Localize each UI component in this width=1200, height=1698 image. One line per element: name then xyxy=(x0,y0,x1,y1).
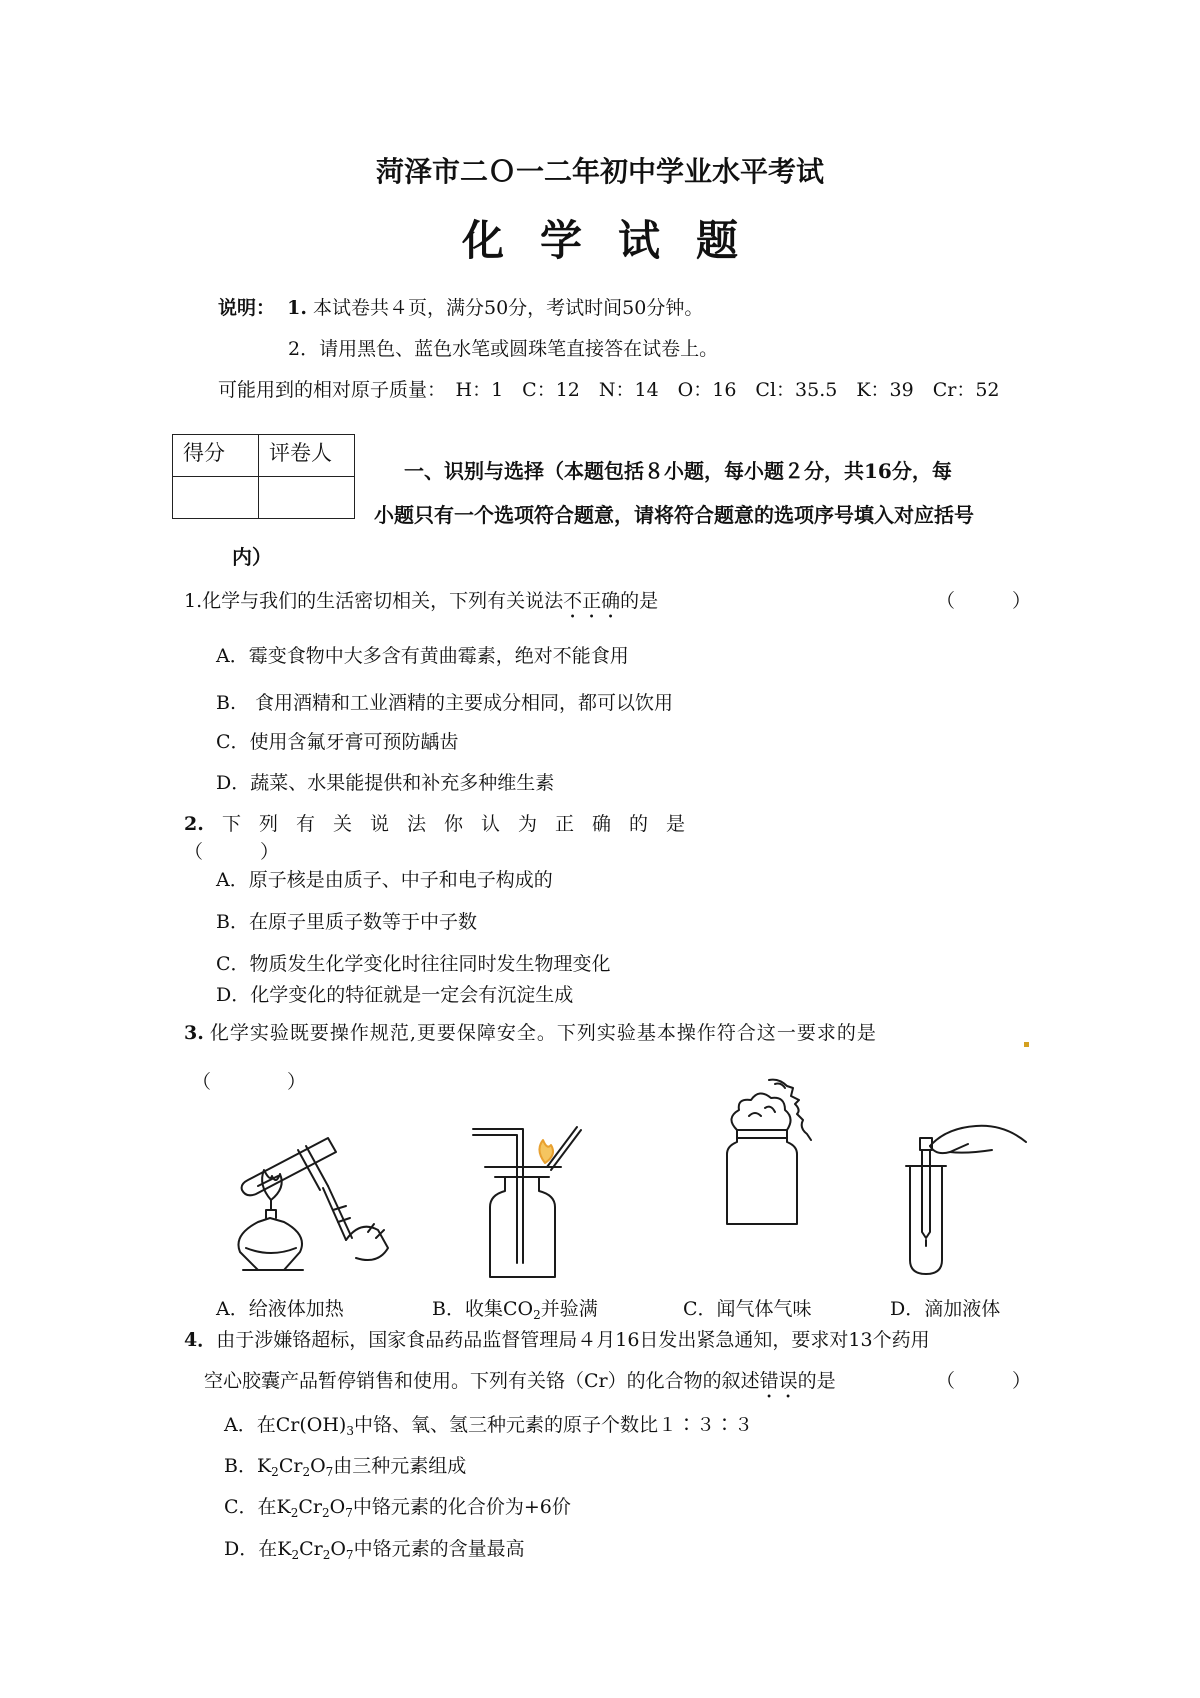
q4-b-s2: 2 xyxy=(302,1465,311,1479)
q4-d-s3: 7 xyxy=(345,1548,354,1562)
atomic-masses: 可能用到的相对原子质量： H：1 C：12 N：14 O：16 Cl：35.5 K：39 Cr：52 xyxy=(218,379,1000,401)
notes-item1-text: 本试卷共４页，满分50分，考试时间50分钟。 xyxy=(313,297,704,319)
q4-c-mid2: O xyxy=(329,1496,346,1518)
score-table xyxy=(172,434,355,519)
score-cell[interactable] xyxy=(173,477,259,519)
match-flame-icon xyxy=(539,1140,553,1163)
test-tube-holder-icon xyxy=(298,1146,388,1260)
exam-subtitle: 化学试题 xyxy=(461,216,774,265)
figure-collect-co2 xyxy=(465,1125,585,1285)
q4-b-post: 由三种元素组成 xyxy=(333,1455,467,1477)
q4-number: 4． xyxy=(184,1329,217,1351)
q3-stem: 化学实验既要操作规范,更要保障安全。下列实验基本操作符合这一要求的是 xyxy=(209,1022,877,1044)
q4-stem-2-after: 的是 xyxy=(797,1370,836,1392)
q4-b-s1: 2 xyxy=(271,1465,279,1479)
q4-a-sub: 3 xyxy=(346,1424,354,1438)
q4-d-s2: 2 xyxy=(322,1548,331,1562)
q3-option-a: A．给液体加热 xyxy=(216,1298,344,1320)
q3-number: 3. xyxy=(184,1022,204,1044)
score-header: 得分 xyxy=(173,435,259,477)
q2-stem-line xyxy=(184,812,703,836)
exam-title: 菏泽市二Ｏ一二年初中学业水平考试 xyxy=(375,155,824,188)
q4-b-mid2: O xyxy=(310,1455,326,1477)
q3-stem-line xyxy=(184,1021,877,1045)
section1-line-3: 内） xyxy=(232,545,272,569)
test-tube-icon xyxy=(242,1138,336,1195)
q1-stem-after: 的是 xyxy=(620,590,659,612)
q4-d-mid: Cr xyxy=(299,1538,323,1560)
q4-a-post: 中铬、氧、氢三种元素的原子个数比１∶３∶３ xyxy=(353,1414,753,1436)
q3-option-b-pre: B．收集CO xyxy=(432,1298,534,1320)
q4-a-pre: A．在Cr(OH) xyxy=(224,1414,347,1436)
alcohol-lamp-icon xyxy=(238,1200,303,1270)
q2-stem: 下列有关说法你认为正确的是 xyxy=(221,813,703,835)
section1-line-1: 一、识别与选择（本题包括８小题，每小题２分，共16分，每 xyxy=(404,459,952,483)
q4-answer-bracket[interactable]: （ ） xyxy=(936,1370,1032,1392)
q1-stem-emphasis: 不正确 xyxy=(563,590,621,612)
figure-smell-gas xyxy=(715,1078,835,1228)
q4-c-post: 中铬元素的化合价为+6价 xyxy=(352,1496,571,1518)
notes-item1-num: 1. xyxy=(287,297,307,319)
q4-d-post: 中铬元素的含量最高 xyxy=(353,1538,525,1560)
delivery-tube-icon xyxy=(473,1129,523,1263)
q2-number: 2. xyxy=(184,813,204,835)
grader-cell[interactable] xyxy=(259,477,355,519)
q1-option-d: D．蔬菜、水果能提供和补充多种维生素 xyxy=(216,772,555,794)
notes-label: 说明： xyxy=(218,297,276,319)
q2-option-a: A．原子核是由质子、中子和电子构成的 xyxy=(216,869,553,891)
vapor-icon xyxy=(731,1093,790,1130)
q2-option-d: D．化学变化的特征就是一定会有沉淀生成 xyxy=(216,984,574,1006)
q1-option-c: C．使用含氟牙膏可预防龋齿 xyxy=(216,731,459,753)
q4-c-s2: 2 xyxy=(322,1506,330,1520)
q3-option-d: D．滴加液体 xyxy=(890,1298,1001,1320)
q4-d-mid2: O xyxy=(330,1538,346,1560)
reagent-bottle-icon xyxy=(727,1130,797,1224)
section1-line-2: 小题只有一个选项符合题意，请将符合题意的选项序号填入对应括号 xyxy=(374,503,974,527)
q2-answer-bracket[interactable]: （ ） xyxy=(184,841,280,863)
q4-option-c xyxy=(224,1495,571,1519)
test-tube-icon xyxy=(906,1166,946,1274)
q4-c-mid: Cr xyxy=(298,1496,322,1518)
q3-answer-bracket[interactable]: （ ） xyxy=(192,1071,307,1093)
grader-header: 评卷人 xyxy=(259,435,355,477)
q4-b-mid: Cr xyxy=(278,1455,303,1477)
q4-stem-line-2 xyxy=(204,1369,836,1403)
notes-line-2: 2．请用黑色、蓝色水笔或圆珠笔直接答在试卷上。 xyxy=(288,338,719,360)
q4-b-s3: 7 xyxy=(325,1465,334,1479)
q1-stem-before: 1.化学与我们的生活密切相关，下列有关说法 xyxy=(184,590,564,612)
dropper-icon xyxy=(920,1138,932,1238)
q4-option-d xyxy=(224,1537,525,1561)
q4-c-s3: 7 xyxy=(345,1506,353,1520)
q3-option-b-sub: 2 xyxy=(533,1308,541,1322)
stray-dot xyxy=(1024,1042,1029,1047)
figure-drop-liquid xyxy=(896,1120,1036,1280)
q2-option-c: C．物质发生化学变化时往往同时发生物理变化 xyxy=(216,953,611,975)
figure-heating-liquid xyxy=(228,1130,398,1282)
q4-stem-line-1 xyxy=(184,1328,930,1352)
q4-d-pre: D．在K xyxy=(224,1538,292,1560)
q1-option-b: B. 食用酒精和工业酒精的主要成分相同，都可以饮用 xyxy=(216,692,674,714)
q1-stem xyxy=(184,589,658,623)
q4-b-pre: B．K xyxy=(224,1455,272,1477)
notes-line-1 xyxy=(218,296,703,320)
q4-d-s1: 2 xyxy=(291,1548,300,1562)
q2-option-b: B．在原子里质子数等于中子数 xyxy=(216,911,477,933)
q1-answer-bracket[interactable]: （ ） xyxy=(936,590,1032,612)
q4-option-b xyxy=(224,1454,466,1478)
q3-option-b-post: 并验满 xyxy=(540,1298,598,1320)
q4-stem-1: 由于涉嫌铬超标，国家食品药品监督管理局４月16日发出紧急通知，要求对13个药用 xyxy=(216,1329,930,1351)
q4-option-a xyxy=(224,1413,753,1437)
q3-option-b xyxy=(432,1297,598,1321)
q4-c-s1: 2 xyxy=(290,1506,299,1520)
q1-option-a: A．霉变食物中大多含有黄曲霉素，绝对不能食用 xyxy=(216,645,629,667)
q4-stem-emphasis: 错误 xyxy=(759,1370,798,1392)
hand-icon xyxy=(930,1126,1026,1153)
q4-stem-2-before: 空心胶囊产品暂停销售和使用。下列有关铬（Cr）的化合物的叙述 xyxy=(204,1370,760,1392)
q4-c-pre: C．在K xyxy=(224,1496,291,1518)
q3-option-c: C．闻气体气味 xyxy=(683,1298,812,1320)
